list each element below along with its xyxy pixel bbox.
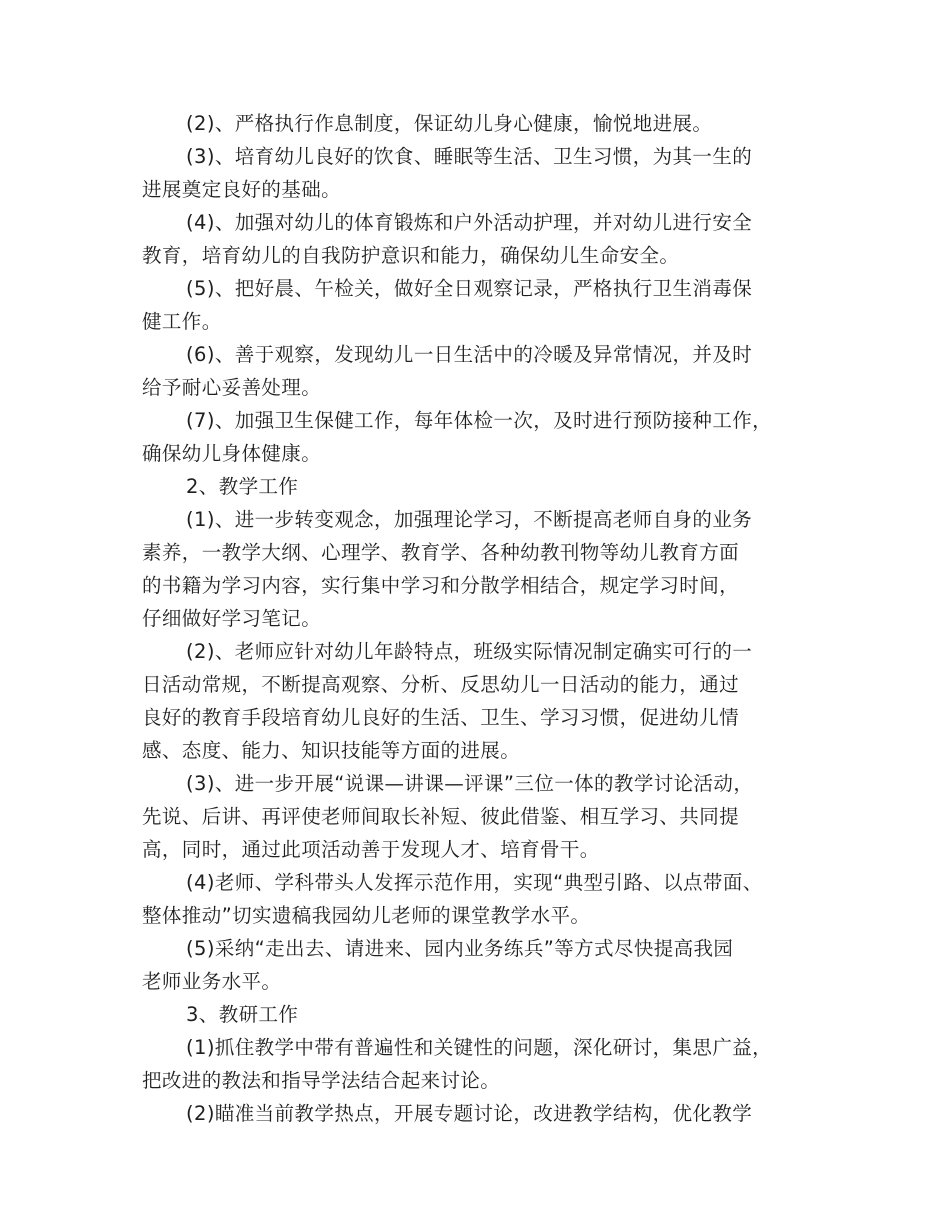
- text-line: (5)采纳“走出去、请进来、园内业务练兵”等方式尽快提高我园: [186, 937, 734, 960]
- text-line: 老师业务水平。: [142, 970, 282, 993]
- text-line: (1)抓住教学中带有普遍性和关键性的问题，深化研讨，集思广益，: [186, 1036, 773, 1059]
- text-line: (3)、培育幼儿良好的饮食、睡眠等生活、卫生习惯，为其一生的: [186, 145, 753, 168]
- text-line: (2)瞄准当前教学热点，开展专题讨论，改进教学结构，优化教学: [186, 1102, 753, 1125]
- text-line: (1)、进一步转变观念，加强理论学习，不断提高老师自身的业务: [186, 508, 753, 531]
- text-line: 把改进的教法和指导学法结合起来讨论。: [142, 1069, 501, 1092]
- text-line: 良好的教育手段培育幼儿良好的生活、卫生、学习习惯，促进幼儿情: [142, 706, 740, 729]
- text-line: 教育，培育幼儿的自我防护意识和能力，确保幼儿生命安全。: [142, 244, 680, 267]
- text-line: 健工作。: [142, 310, 222, 333]
- text-line: (4)、加强对幼儿的体育锻炼和户外活动护理，并对幼儿进行安全: [186, 211, 753, 234]
- section-heading: 2、教学工作: [186, 475, 299, 498]
- section-heading: 3、教研工作: [186, 1003, 299, 1026]
- text-line: (4)老师、学科带头人发挥示范作用，实现“典型引路、以点带面、: [186, 871, 763, 894]
- text-line: 先说、后讲、再评使老师间取长补短、彼此借鉴、相互学习、共同提: [142, 805, 740, 828]
- text-line: 日活动常规，不断提高观察、分析、反思幼儿一日活动的能力，通过: [142, 673, 740, 696]
- text-line: (2)、严格执行作息制度，保证幼儿身心健康，愉悦地进展。: [186, 112, 713, 135]
- text-line: 仔细做好学习笔记。: [142, 607, 322, 630]
- text-line: (2)、老师应针对幼儿年龄特点，班级实际情况制定确实可行的一: [186, 640, 753, 663]
- text-line: 感、态度、能力、知识技能等方面的进展。: [142, 739, 521, 762]
- text-line: 给予耐心妥善处理。: [142, 376, 322, 399]
- text-line: 素养，一教学大纲、心理学、教育学、各种幼教刊物等幼儿教育方面: [142, 541, 740, 564]
- text-line: 的书籍为学习内容，实行集中学习和分散学相结合，规定学习时间，: [142, 574, 740, 597]
- text-line: (3)、进一步开展“说课—讲课—评课”三位一体的教学讨论活动，: [186, 772, 754, 795]
- text-line: (6)、善于观察，发现幼儿一日生活中的冷暖及异常情况，并及时: [186, 343, 753, 366]
- text-line: (5)、把好晨、午检关，做好全日观察记录，严格执行卫生消毒保: [186, 277, 753, 300]
- text-line: 高，同时，通过此项活动善于发现人才、培育骨干。: [142, 838, 600, 861]
- text-line: 确保幼儿身体健康。: [142, 442, 322, 465]
- text-line: (7)、加强卫生保健工作，每年体检一次，及时进行预防接种工作，: [186, 409, 773, 432]
- text-line: 进展奠定良好的基础。: [142, 178, 342, 201]
- text-line: 整体推动”切实遗稿我园幼儿老师的课堂教学水平。: [142, 904, 591, 927]
